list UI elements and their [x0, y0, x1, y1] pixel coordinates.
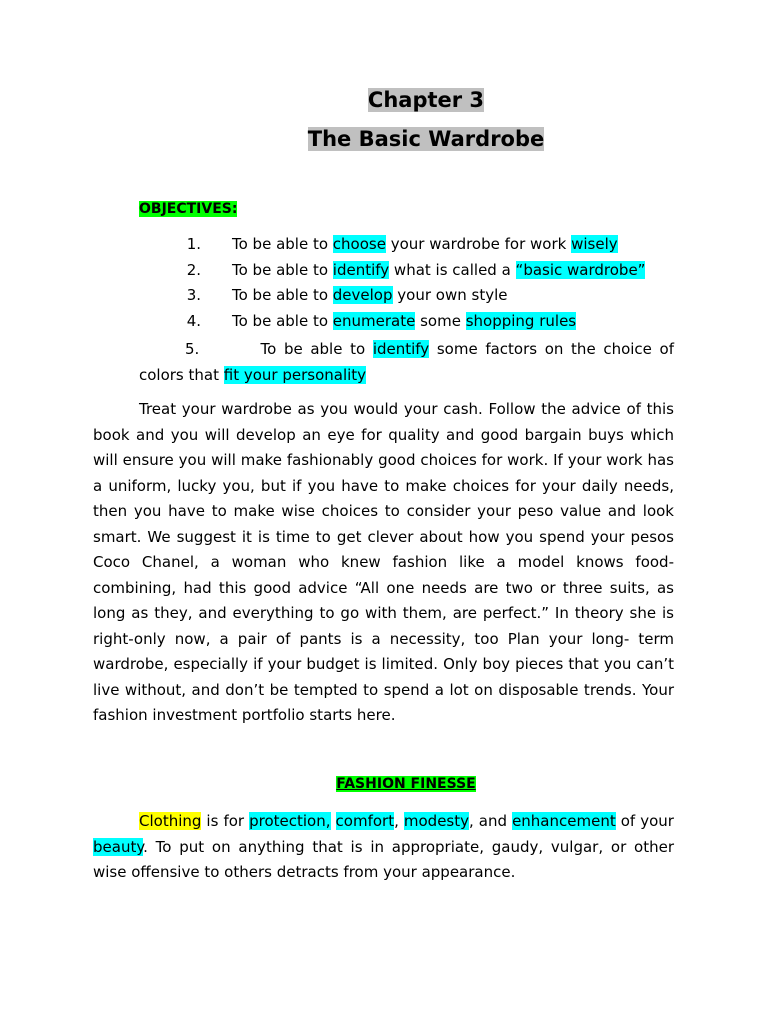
objective-number: 4. — [186, 312, 201, 330]
page-title — [42, 126, 768, 152]
objectives-heading-text: OBJECTIVES: — [139, 201, 238, 217]
objective-text-part: some — [415, 312, 466, 330]
fashion-paragraph — [93, 809, 674, 886]
objective-text-part: what is called a — [389, 261, 516, 279]
objective-item-5 — [139, 337, 674, 388]
objective-text — [232, 286, 507, 304]
objective-text — [232, 235, 618, 253]
objective-number: 1. — [186, 235, 201, 253]
keyword: enhancement — [512, 812, 616, 830]
keyword: protection, — [249, 812, 331, 830]
keyword: comfort — [335, 812, 395, 830]
objective-keyword: “basic wardrobe” — [515, 261, 646, 279]
objective-text-part: your wardrobe for work — [385, 235, 572, 253]
paragraph-text — [331, 812, 336, 830]
chapter-number — [42, 87, 768, 113]
subject-keyword: Clothing — [139, 812, 202, 830]
keyword: modesty — [403, 812, 470, 830]
objective-keyword: identify — [332, 261, 390, 279]
objective-text-part: some factors on the choice of — [429, 340, 674, 358]
objective-line — [139, 337, 674, 363]
objective-text-part: To be able to — [232, 235, 333, 253]
objective-text-part: To be able to — [260, 340, 373, 358]
objective-keyword: develop — [332, 286, 393, 304]
objective-number: 5. — [185, 340, 200, 358]
objective-keyword: choose — [332, 235, 386, 253]
objective-text-part: To be able to — [232, 261, 333, 279]
paragraph-text: is for — [201, 812, 250, 830]
objective-text-part: your own style — [392, 286, 508, 304]
section-heading — [0, 775, 768, 793]
chapter-title: The Basic Wardrobe — [307, 127, 545, 151]
paragraph-text: , and — [469, 812, 513, 830]
intro-paragraph: Treat your wardrobe as you would your cash. Follow the advice of this book and you will develop an eye for quality and good bargain buys which will ensure you will make fashionably good choices for work. If your work has a uniform, lucky you, but if you have to make choices for your daily needs, then you have to make wise choices to consider your peso value and look smart. We suggest it is time to get clever about how you spend your pesos Coco Chanel, a woman who knew fashion like a model knows food- combining, had this good advice “All one needs are two or three suits, as long as they, and everything to go with them, are perfect.” In theory she is right-only now, a pair of pants is a necessity, too Plan your long- term wardrobe, especially if your budget is limited. Only boy pieces that you can’t live without, and don’t be tempted to spend a lot on disposable trends. Your fashion investment portfolio starts here. — [93, 400, 674, 724]
chapter-label: Chapter 3 — [367, 88, 485, 112]
objective-text — [232, 261, 645, 279]
paragraph-text: . To put on anything that is in appropriate, gaudy, vulgar, or other wise offensive to others detracts from your appearance. — [93, 837, 674, 881]
keyword: beauty — [93, 837, 144, 856]
objective-number: 2. — [186, 261, 201, 279]
objective-text-part: To be able to — [232, 312, 333, 330]
section-heading-text: FASHION FINESSE — [336, 776, 476, 792]
objective-keyword: enumerate — [332, 312, 416, 330]
paragraph-text: , — [394, 812, 404, 830]
objective-text — [232, 312, 576, 330]
objective-text-part: To be able to — [232, 286, 333, 304]
paragraph-text: of your — [615, 812, 674, 830]
objective-line — [139, 363, 674, 389]
objective-keyword: wisely — [571, 235, 618, 253]
objective-keyword: fit your personality — [223, 365, 367, 384]
objectives-heading — [139, 200, 237, 218]
objective-keyword: identify — [372, 340, 430, 358]
objective-keyword: shopping rules — [465, 312, 577, 330]
objective-number: 3. — [186, 286, 201, 304]
objective-text-part: colors that — [139, 365, 224, 384]
